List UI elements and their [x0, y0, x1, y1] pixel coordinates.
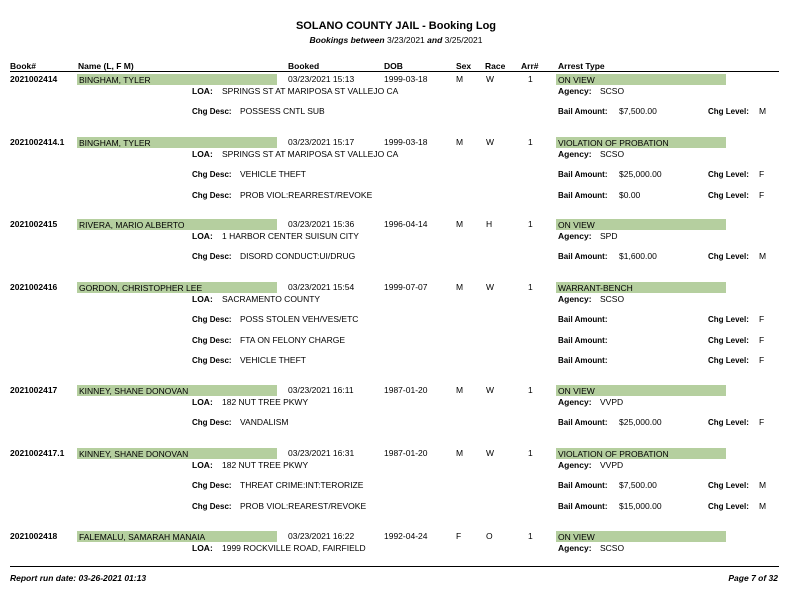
booked-datetime: 03/23/2021 16:11 — [288, 385, 354, 395]
chg-desc-value: VEHICLE THEFT — [240, 355, 306, 365]
race: W — [486, 137, 495, 147]
agency-label: Agency: — [558, 543, 592, 553]
sex: M — [456, 385, 464, 395]
chg-level-label: Chg Level: — [708, 252, 749, 261]
booking-number: 2021002417 — [10, 385, 58, 395]
loa-value: SACRAMENTO COUNTY — [222, 294, 321, 304]
loa-label: LOA: — [192, 543, 213, 553]
arrest-type: ON VIEW — [556, 74, 726, 85]
bail-amount-value: $0.00 — [619, 189, 641, 200]
dob: 1999-03-18 — [384, 74, 428, 84]
bail-amount-value: $25,000.00 — [619, 169, 662, 179]
booking-number: 2021002415 — [10, 219, 58, 229]
loa-label: LOA: — [192, 149, 213, 159]
bail-amount-label: Bail Amount: — [558, 356, 608, 365]
agency-value: SCSO — [600, 294, 625, 304]
race: W — [486, 448, 495, 458]
chg-level-value: F — [759, 169, 765, 179]
arrest-type: ON VIEW — [556, 219, 726, 230]
booking-number: 2021002414 — [10, 74, 58, 84]
chg-desc-value: DISORD CONDUCT:UI/DRUG — [240, 251, 356, 261]
loa-label: LOA: — [192, 294, 213, 304]
booked-datetime: 03/23/2021 15:36 — [288, 219, 355, 229]
col-dob: DOB — [384, 61, 403, 71]
chg-desc-label: Chg Desc: — [192, 190, 232, 200]
booking-number: 2021002418 — [10, 531, 58, 541]
chg-desc-value: POSSESS CNTL SUB — [240, 106, 325, 116]
chg-desc-label: Chg Desc: — [192, 107, 232, 116]
agency-label: Agency: — [558, 460, 592, 470]
col-race: Race — [485, 61, 506, 71]
agency-label: Agency: — [558, 149, 592, 159]
booking-number: 2021002416 — [10, 282, 58, 292]
chg-desc-value: FTA ON FELONY CHARGE — [240, 334, 346, 345]
loa-label: LOA: — [192, 86, 213, 96]
chg-level-value: M — [759, 500, 767, 511]
chg-level-label: Chg Level: — [708, 501, 749, 511]
booked-datetime: 03/23/2021 15:54 — [288, 282, 355, 292]
chg-desc-label: Chg Desc: — [192, 315, 232, 324]
col-book: Book# — [10, 61, 36, 71]
sex: F — [456, 531, 462, 541]
bail-amount-label: Bail Amount: — [558, 481, 608, 490]
chg-desc-label: Chg Desc: — [192, 335, 232, 345]
agency-label: Agency: — [558, 397, 592, 407]
sex: M — [456, 448, 464, 458]
loa-value: 1 HARBOR CENTER SUISUN CITY — [222, 231, 359, 241]
agency-value: VVPD — [600, 397, 624, 407]
page-number: Page 7 of 32 — [728, 573, 778, 583]
loa-label: LOA: — [192, 460, 213, 470]
header-divider — [10, 71, 779, 72]
report-run-date: Report run date: 03-26-2021 01:13 — [10, 573, 147, 583]
subtitle-and: and — [427, 35, 443, 45]
bail-amount-label: Bail Amount: — [558, 190, 608, 200]
chg-desc-label: Chg Desc: — [192, 170, 232, 179]
chg-desc-value: VANDALISM — [240, 417, 289, 427]
arrest-type: ON VIEW — [556, 385, 726, 396]
inmate-name: RIVERA, MARIO ALBERTO — [77, 219, 277, 230]
agency-value: VVPD — [600, 460, 624, 470]
booked-datetime: 03/23/2021 15:17 — [288, 137, 355, 147]
loa-value: SPRINGS ST AT MARIPOSA ST VALLEJO CA — [222, 86, 399, 96]
arrest-number: 1 — [528, 137, 533, 147]
chg-level-value: F — [759, 189, 765, 200]
loa-label: LOA: — [192, 231, 213, 241]
inmate-name: BINGHAM, TYLER — [77, 137, 277, 148]
col-booked: Booked — [288, 61, 320, 71]
booking-number: 2021002414.1 — [10, 137, 65, 147]
bail-amount-value: $7,500.00 — [619, 480, 657, 490]
bail-amount-value: $15,000.00 — [619, 500, 662, 511]
col-name: Name (L, F M) — [78, 61, 134, 71]
bail-amount-label: Bail Amount: — [558, 418, 608, 427]
bail-amount-label: Bail Amount: — [558, 170, 608, 179]
inmate-name: KINNEY, SHANE DONOVAN — [77, 385, 277, 396]
chg-level-label: Chg Level: — [708, 315, 749, 324]
dob: 1987-01-20 — [384, 385, 428, 395]
chg-level-label: Chg Level: — [708, 107, 749, 116]
inmate-name: BINGHAM, TYLER — [77, 74, 277, 85]
report-title: SOLANO COUNTY JAIL - Booking Log — [295, 20, 497, 32]
agency-label: Agency: — [558, 294, 592, 304]
chg-desc-label: Chg Desc: — [192, 481, 232, 490]
inmate-name: FALEMALU, SAMARAH MANAIA — [77, 531, 277, 542]
arrest-type: VIOLATION OF PROBATION — [556, 448, 726, 459]
arrest-type: WARRANT-BENCH — [556, 282, 726, 293]
dob: 1999-07-07 — [384, 282, 428, 292]
chg-level-value: M — [759, 480, 767, 490]
bail-amount-label: Bail Amount: — [558, 315, 608, 324]
loa-value: 182 NUT TREE PKWY — [222, 460, 309, 470]
booking-number: 2021002417.1 — [10, 448, 65, 458]
arrest-number: 1 — [528, 385, 533, 395]
agency-value: SCSO — [600, 86, 625, 96]
col-sex: Sex — [456, 61, 472, 71]
bail-amount-label: Bail Amount: — [558, 252, 608, 261]
loa-label: LOA: — [192, 397, 213, 407]
col-arr: Arr# — [521, 61, 539, 71]
footer-divider — [10, 566, 779, 567]
chg-level-label: Chg Level: — [708, 418, 749, 427]
chg-level-label: Chg Level: — [708, 335, 749, 345]
agency-value: SCSO — [600, 149, 625, 159]
sex: M — [456, 137, 464, 147]
bail-amount-label: Bail Amount: — [558, 335, 608, 345]
dob: 1996-04-14 — [384, 219, 428, 229]
chg-level-value: F — [759, 355, 765, 365]
race: W — [486, 385, 495, 395]
booked-datetime: 03/23/2021 15:13 — [288, 74, 355, 84]
chg-desc-value: PROB VIOL:REAREST/REVOKE — [240, 500, 367, 511]
arrest-type: ON VIEW — [556, 531, 726, 542]
sex: M — [456, 219, 464, 229]
chg-desc-label: Chg Desc: — [192, 356, 232, 365]
chg-level-label: Chg Level: — [708, 356, 749, 365]
loa-value: SPRINGS ST AT MARIPOSA ST VALLEJO CA — [222, 149, 399, 159]
chg-level-value: F — [759, 417, 765, 427]
date-to: 3/25/2021 — [444, 35, 483, 45]
col-arrest-type: Arrest Type — [558, 61, 605, 71]
agency-label: Agency: — [558, 86, 592, 96]
race: O — [486, 531, 493, 541]
chg-level-label: Chg Level: — [708, 190, 749, 200]
arrest-number: 1 — [528, 219, 533, 229]
sex: M — [456, 282, 464, 292]
arrest-number: 1 — [528, 531, 533, 541]
chg-level-value: F — [759, 334, 765, 345]
loa-value: 182 NUT TREE PKWY — [222, 397, 309, 407]
bail-amount-value: $25,000.00 — [619, 417, 662, 427]
chg-desc-label: Chg Desc: — [192, 501, 232, 511]
arrest-number: 1 — [528, 74, 533, 84]
agency-label: Agency: — [558, 231, 592, 241]
bail-amount-label: Bail Amount: — [558, 501, 608, 511]
date-from: 3/23/2021 — [386, 35, 425, 45]
booked-datetime: 03/23/2021 16:22 — [288, 531, 355, 541]
inmate-name: KINNEY, SHANE DONOVAN — [77, 448, 277, 459]
subtitle-prefix: Bookings between — [309, 35, 385, 45]
chg-desc-label: Chg Desc: — [192, 418, 232, 427]
agency-value: SCSO — [600, 543, 625, 553]
arrest-number: 1 — [528, 282, 533, 292]
report-subtitle — [0, 35, 792, 45]
dob: 1987-01-20 — [384, 448, 428, 458]
chg-level-value: M — [759, 106, 767, 116]
chg-desc-label: Chg Desc: — [192, 252, 232, 261]
booked-datetime: 03/23/2021 16:31 — [288, 448, 355, 458]
race: H — [486, 219, 493, 229]
race: W — [486, 282, 495, 292]
dob: 1992-04-24 — [384, 531, 428, 541]
chg-desc-value: POSS STOLEN VEH/VES/ETC — [240, 314, 359, 324]
bail-amount-value: $1,600.00 — [619, 251, 657, 261]
race: W — [486, 74, 495, 84]
agency-value: SPD — [600, 231, 618, 241]
bail-amount-label: Bail Amount: — [558, 107, 608, 116]
chg-level-value: F — [759, 314, 765, 324]
dob: 1999-03-18 — [384, 137, 428, 147]
chg-desc-value: PROB VIOL:REARREST/REVOKE — [240, 189, 373, 200]
sex: M — [456, 74, 464, 84]
chg-desc-value: THREAT CRIME:INT:TERORIZE — [240, 480, 364, 490]
chg-desc-value: VEHICLE THEFT — [240, 169, 306, 179]
arrest-type: VIOLATION OF PROBATION — [556, 137, 726, 148]
chg-level-value: M — [759, 251, 767, 261]
loa-value: 1999 ROCKVILLE ROAD, FAIRFIELD — [222, 543, 366, 553]
inmate-name: GORDON, CHRISTOPHER LEE — [77, 282, 277, 293]
arrest-number: 1 — [528, 448, 533, 458]
bail-amount-value: $7,500.00 — [619, 106, 657, 116]
chg-level-label: Chg Level: — [708, 170, 749, 179]
chg-level-label: Chg Level: — [708, 481, 749, 490]
